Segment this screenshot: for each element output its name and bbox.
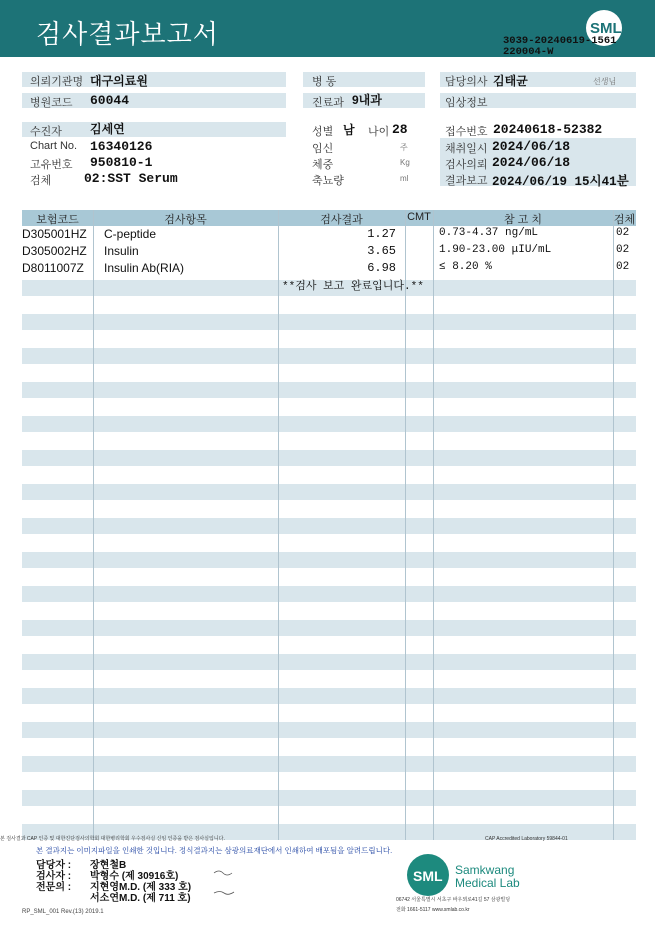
chart-no-value: 16340126 <box>90 139 153 154</box>
table-stripe <box>22 450 636 466</box>
report-date-value: 2024/06/19 15시41분 <box>492 175 629 189</box>
table-stripe <box>22 314 636 330</box>
lab-name-line2: Medical Lab <box>455 876 520 890</box>
institution-value: 대구의료원 <box>90 74 148 88</box>
row3-reference: ≤ 8.20 % <box>439 261 492 273</box>
staff-name-3: 지현영M.D. (제 333 호) <box>90 882 192 893</box>
row2-item: Insulin <box>104 244 139 258</box>
dept-label: 진료과 <box>312 97 344 109</box>
lab-name-line1: Samkwang <box>455 863 515 877</box>
urine-unit: ml <box>400 174 409 183</box>
urine-label: 축뇨량 <box>312 175 344 187</box>
header-specimen: 검체 <box>613 214 636 226</box>
report-number-line1: 3039-20240619-1561 <box>503 35 617 47</box>
lab-address: 06742 서울특별시 서초구 바우뫼로41길 57 삼광빌딩 <box>396 897 511 903</box>
staff-role-1: 담당자 : <box>36 860 72 871</box>
table-stripe <box>22 348 636 364</box>
header-result: 검사결과 <box>320 214 363 226</box>
patient-value: 김세연 <box>90 122 125 136</box>
id-value: 950810-1 <box>90 155 153 170</box>
sex-value: 남 <box>343 123 355 137</box>
ward-label: 병 동 <box>312 76 337 88</box>
age-value: 28 <box>392 122 408 137</box>
table-stripe <box>22 620 636 636</box>
staff-role-2: 검사자 : <box>36 871 72 882</box>
row1-item: C-peptide <box>104 227 157 241</box>
row1-reference: 0.73-4.37 ng/mL <box>439 227 539 239</box>
header-reference: 참 고 치 <box>504 214 542 226</box>
sex-label: 성별 <box>312 126 334 138</box>
report-date-label: 결과보고 <box>445 175 488 187</box>
lab-logo-text: SML <box>413 868 443 884</box>
hospital-code-value: 60044 <box>90 93 130 108</box>
table-stripe <box>22 722 636 738</box>
pregnancy-unit: 주 <box>400 143 408 152</box>
row1-result: 1.27 <box>367 227 396 241</box>
column-divider <box>278 210 279 840</box>
header-code: 보험코드 <box>36 214 79 226</box>
staff-name-1: 장현철B <box>90 860 127 871</box>
hospital-code-label: 병원코드 <box>30 97 73 109</box>
results-table <box>22 210 636 840</box>
table-stripe <box>22 654 636 670</box>
row2-specimen: 02 <box>616 244 630 256</box>
table-stripe <box>22 552 636 568</box>
pregnancy-label: 임신 <box>312 143 334 155</box>
column-divider <box>405 210 406 840</box>
doctor-suffix: 선생님 <box>593 77 617 86</box>
form-code: RP_SML_001 Rev.(13) 2019.1 <box>22 909 104 915</box>
report-number <box>503 36 616 58</box>
specimen-value: 02:SST Serum <box>84 171 178 186</box>
header-cmt: CMT <box>407 211 431 223</box>
request-value: 2024/06/18 <box>492 155 571 170</box>
clinical-label: 임상정보 <box>445 97 488 109</box>
row2-reference: 1.90-23.00 μIU/mL <box>439 244 552 256</box>
row3-result: 6.98 <box>367 261 396 275</box>
lab-phone: 전화 1661-5117 www.smlab.co.kr <box>396 907 470 913</box>
receipt-label: 접수번호 <box>445 126 488 138</box>
row1-specimen: 02 <box>616 227 630 239</box>
row2-result: 3.65 <box>367 244 396 258</box>
age-label: 나이 <box>368 126 390 138</box>
table-stripe <box>22 484 636 500</box>
report-title: 검사결과보고서 <box>36 19 219 49</box>
institution-label: 의뢰기관명 <box>30 76 84 88</box>
print-notice: 본 결과지는 이미지파일을 인쇄한 것입니다. 정식결과지는 삼광의료재단에서 인쇄하여 배포됨을 알려드립니다. <box>36 846 393 855</box>
staff-name-4: 서소연M.D. (제 711 호) <box>90 893 191 904</box>
dept-value: 9내과 <box>352 93 382 107</box>
table-stripe <box>22 756 636 772</box>
row2-code: D305002HZ <box>22 244 87 258</box>
signature-icon <box>212 865 236 895</box>
header-logo-text: SML <box>590 20 622 37</box>
column-divider <box>613 210 614 840</box>
row3-item: Insulin Ab(RIA) <box>104 261 185 275</box>
receipt-value: 20240618-52382 <box>493 122 603 137</box>
chart-no-label: Chart No. <box>30 140 78 152</box>
row3-code: D8011007Z <box>22 261 84 275</box>
header-item: 검사항목 <box>164 214 207 226</box>
table-stripe <box>22 688 636 704</box>
weight-label: 체중 <box>312 159 334 171</box>
id-label: 고유번호 <box>30 159 73 171</box>
column-divider <box>433 210 434 840</box>
row3-specimen: 02 <box>616 261 630 273</box>
table-stripe <box>22 416 636 432</box>
report-number-line2: 220004-W <box>503 46 554 58</box>
weight-unit: Kg <box>400 158 410 167</box>
collect-value: 2024/06/18 <box>492 139 571 154</box>
table-stripe <box>22 790 636 806</box>
specimen-label: 검체 <box>30 175 52 187</box>
lab-name <box>455 864 520 890</box>
doctor-label: 담당의사 <box>445 76 488 88</box>
table-stripe <box>22 382 636 398</box>
column-divider <box>93 210 94 840</box>
collect-label: 채취일시 <box>445 143 488 155</box>
table-stripe <box>22 586 636 602</box>
staff-role-3: 전문의 : <box>36 882 72 893</box>
patient-label: 수진자 <box>30 126 62 138</box>
accreditation-note: 본 검사결과 CAP 인증 및 대한진단검사의학회 대한병리학회 우수검사실 신임 인증을 받은 검사실입니다. <box>0 836 225 842</box>
doctor-value: 김태균 <box>493 74 528 88</box>
completion-note: **검사 보고 완료입니다.** <box>282 281 424 293</box>
request-label: 검사의뢰 <box>445 159 488 171</box>
cap-note: CAP Accredited Laboratory 59844-01 <box>485 836 568 842</box>
row1-code: D305001HZ <box>22 227 87 241</box>
table-stripe <box>22 518 636 534</box>
staff-name-2: 박형수 (제 30916호) <box>90 871 179 882</box>
